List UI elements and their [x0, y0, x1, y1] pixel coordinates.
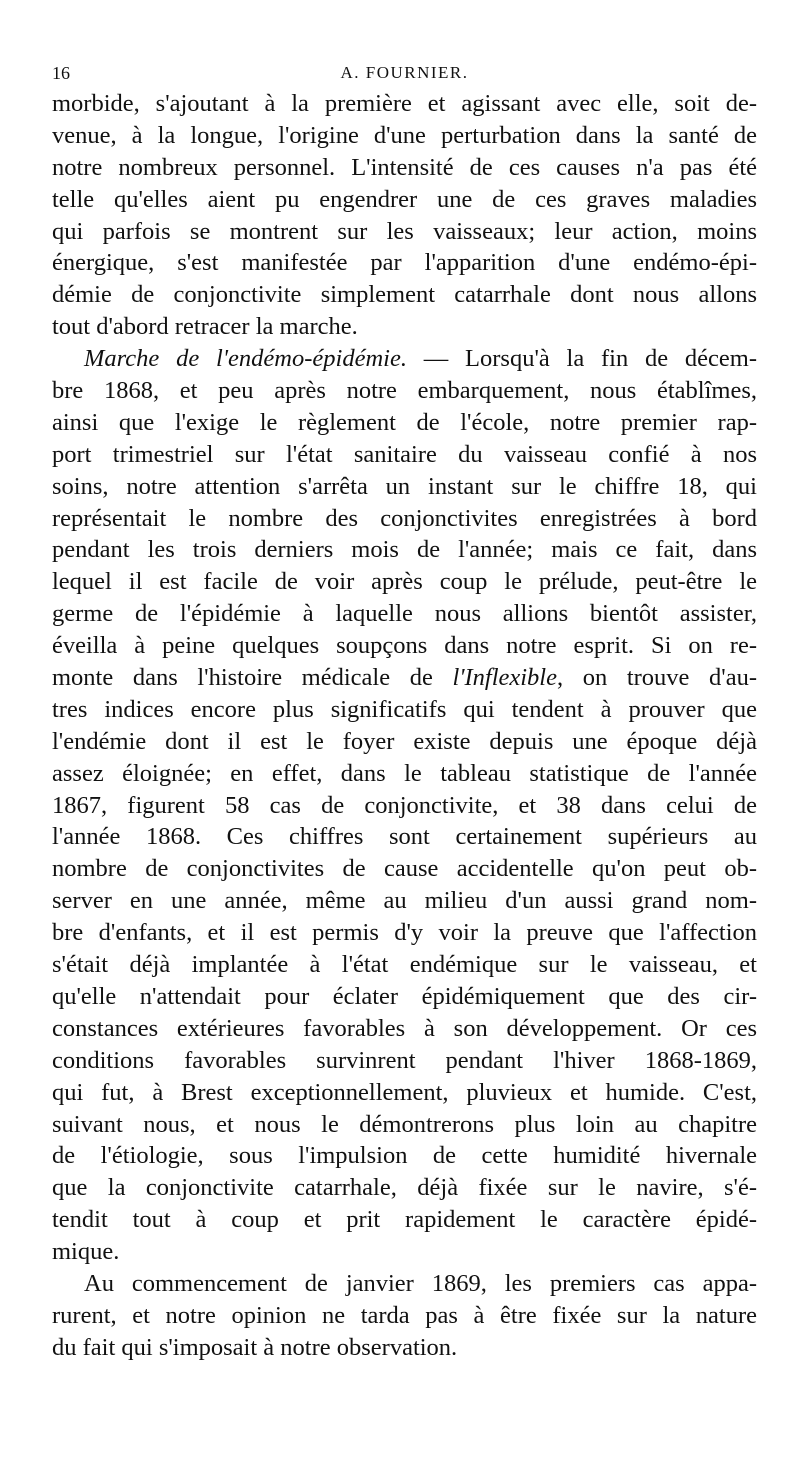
text-line: tendit tout à coup et prit rapidement le caractère épidé-	[52, 1206, 757, 1234]
running-header	[52, 60, 757, 86]
ship-name: l'Inflexible	[452, 664, 557, 692]
text-line: démie de conjonctivite simplement catarrhale dont nous allons	[52, 281, 757, 309]
text-line: de l'étiologie, sous l'impulsion de cette humidité hivernale	[52, 1142, 757, 1170]
text-line: qu'elle n'attendait pour éclater épidémiquement que des cir-	[52, 982, 757, 1010]
text-line: pendant les trois derniers mois de l'année; mais ce fait, dans	[52, 536, 757, 564]
text-line: l'année 1868. Ces chiffres sont certainement supérieurs au	[52, 823, 757, 851]
text-line: tres indices encore plus significatifs qui tendent à prouver que	[52, 695, 757, 723]
paragraph-end-line: mique.	[52, 1238, 120, 1266]
text-line	[52, 662, 757, 694]
text-line: telle qu'elles aient pu engendrer une de ces graves maladies	[52, 185, 757, 213]
text-line: l'endémie dont il est le foyer existe depuis une époque déjà	[52, 727, 757, 755]
text-line: constances extérieures favorables à son développement. Or ces	[52, 1014, 757, 1042]
text-line: éveilla à peine quelques soupçons dans notre esprit. Si on re-	[52, 632, 757, 660]
text-line: morbide, s'ajoutant à la première et agissant avec elle, soit de-	[52, 90, 757, 117]
text-line: conditions favorables survinrent pendant l'hiver 1868-1869,	[52, 1046, 757, 1074]
text-line: port trimestriel sur l'état sanitaire du vaisseau confié à nos	[52, 440, 757, 468]
page-number: 16	[52, 63, 70, 83]
running-title: A. FOURNIER.	[340, 63, 469, 82]
text-line: ainsi que l'exige le règlement de l'école, notre premier rap-	[52, 408, 757, 436]
text-line: 1867, figurent 58 cas de conjonctivite, et 38 dans celui de	[52, 791, 757, 819]
text-line: assez éloignée; en effet, dans le tableau statistique de l'année	[52, 759, 757, 787]
text-line: s'était déjà implantée à l'état endémique sur le vaisseau, et	[52, 951, 757, 979]
text-line: Au commencement de janvier 1869, les premiers cas appa-	[84, 1269, 757, 1297]
section-heading-line	[52, 343, 757, 375]
paragraph-end-line: tout d'abord retracer la marche.	[52, 313, 358, 341]
text-line: venue, à la longue, l'origine d'une perturbation dans la santé de	[52, 121, 757, 149]
text-line: notre nombreux personnel. L'intensité de ces causes n'a pas été	[52, 153, 757, 181]
text-run: , on trouve d'au-	[557, 664, 757, 692]
text-line: suivant nous, et nous le démontrerons plus loin au chapitre	[52, 1110, 757, 1138]
text-run: — Lorsqu'à la fin de décem-	[406, 345, 758, 373]
paragraph-end-line: du fait qui s'imposait à notre observation.	[52, 1333, 458, 1361]
text-line: qui parfois se montrent sur les vaisseaux; leur action, moins	[52, 217, 757, 245]
text-line: qui fut, à Brest exceptionnellement, pluvieux et humide. C'est,	[52, 1078, 757, 1106]
text-line: soins, notre attention s'arrêta un instant sur le chiffre 18, qui	[52, 472, 757, 500]
text-line: germe de l'épidémie à laquelle nous allions bientôt assister,	[52, 600, 757, 628]
text-run: monte dans l'histoire médicale de	[52, 664, 453, 692]
text-line: nombre de conjonctivites de cause accidentelle qu'on peut ob-	[52, 855, 757, 883]
body-text	[52, 88, 757, 1364]
text-line: bre d'enfants, et il est permis d'y voir la preuve que l'affection	[52, 919, 757, 947]
text-line: bre 1868, et peu après notre embarquement, nous établîmes,	[52, 377, 757, 405]
text-line: lequel il est facile de voir après coup le prélude, peut-être le	[52, 568, 757, 596]
text-line: server en une année, même au milieu d'un aussi grand nom-	[52, 887, 757, 915]
section-heading: Marche de l'endémo-épidémie.	[84, 345, 407, 373]
text-line: que la conjonctivite catarrhale, déjà fixée sur le navire, s'é-	[52, 1174, 757, 1202]
text-line: représentait le nombre des conjonctivites enregistrées à bord	[52, 504, 757, 532]
text-line: énergique, s'est manifestée par l'apparition d'une endémo-épi-	[52, 249, 757, 277]
text-line: rurent, et notre opinion ne tarda pas à être fixée sur la nature	[52, 1301, 757, 1329]
